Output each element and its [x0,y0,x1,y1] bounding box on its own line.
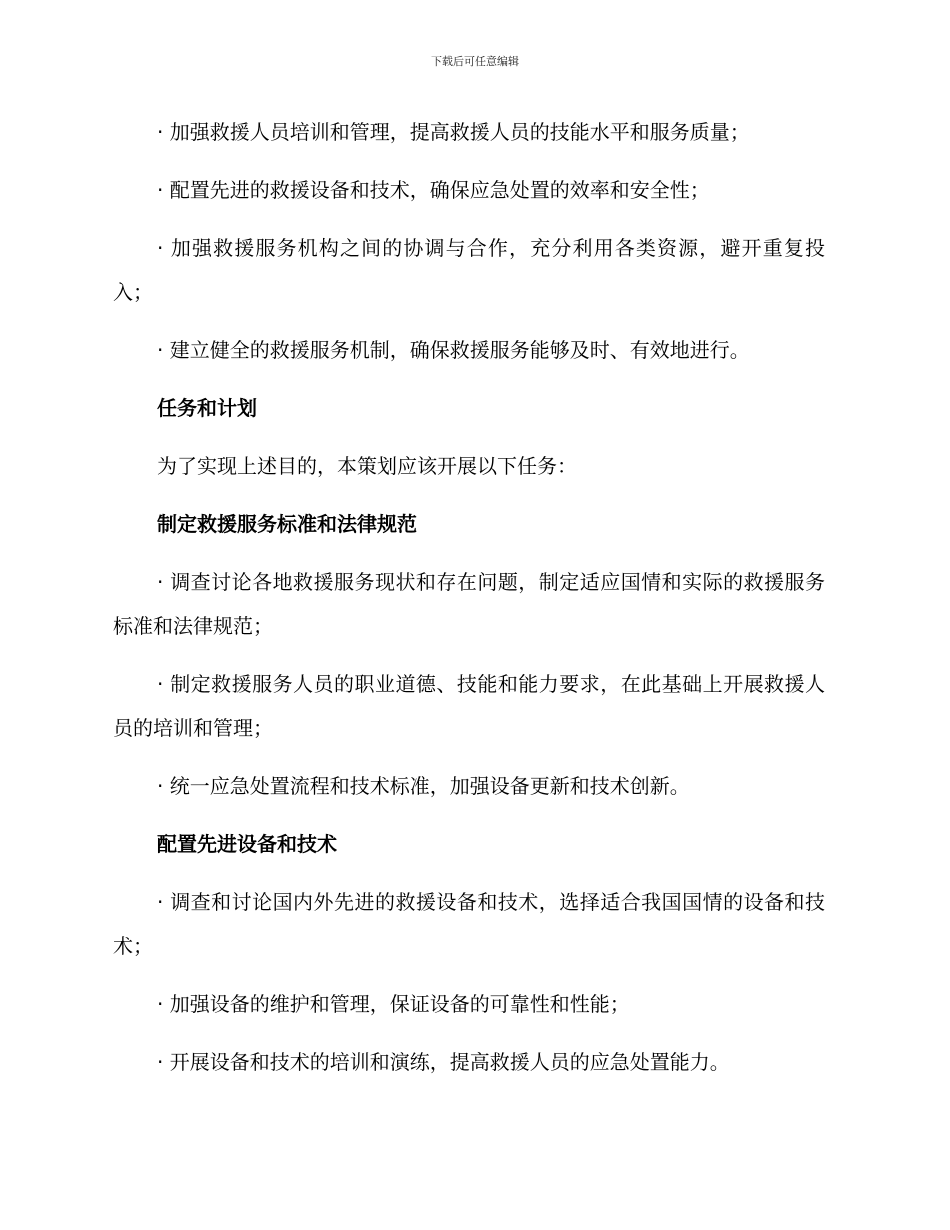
bullet-paragraph: · 加强救援人员培训和管理，提高救援人员的技能水平和服务质量； [157,120,750,144]
bullet-paragraph: · 统一应急处置流程和技术标准，加强设备更新和技术创新。 [157,774,690,798]
page-header: 下载后可任意编辑 [431,55,519,68]
bullet-paragraph: · 开展设备和技术的培训和演练，提高救援人员的应急处置能力。 [157,1050,730,1074]
bullet-paragraph: · 加强设备的维护和管理，保证设备的可靠性和性能； [157,992,630,1016]
bullet-paragraph: · 建立健全的救援服务机制，确保救援服务能够及时、有效地进行。 [157,338,750,362]
section-heading: 配置先进设备和技术 [157,832,337,856]
section-heading: 制定救援服务标准和法律规范 [157,512,417,536]
bullet-paragraph: · 制定救援服务人员的职业道德、技能和能力要求，在此基础上开展救援人员的培训和管理； [113,672,825,740]
bullet-paragraph: · 调查和讨论国内外先进的救援设备和技术，选择适合我国国情的设备和技术； [113,890,825,958]
bullet-paragraph: · 配置先进的救援设备和技术，确保应急处置的效率和安全性； [157,178,710,202]
bullet-paragraph: · 加强救援服务机构之间的协调与合作，充分利用各类资源，避开重复投入； [113,236,825,304]
section-heading: 任务和计划 [157,396,257,420]
intro-paragraph: 为了实现上述目的，本策划应该开展以下任务： [157,454,577,478]
document-body [113,110,825,1098]
bullet-paragraph: · 调查讨论各地救援服务现状和存在问题，制定适应国情和实际的救援服务标准和法律规范； [113,570,825,638]
